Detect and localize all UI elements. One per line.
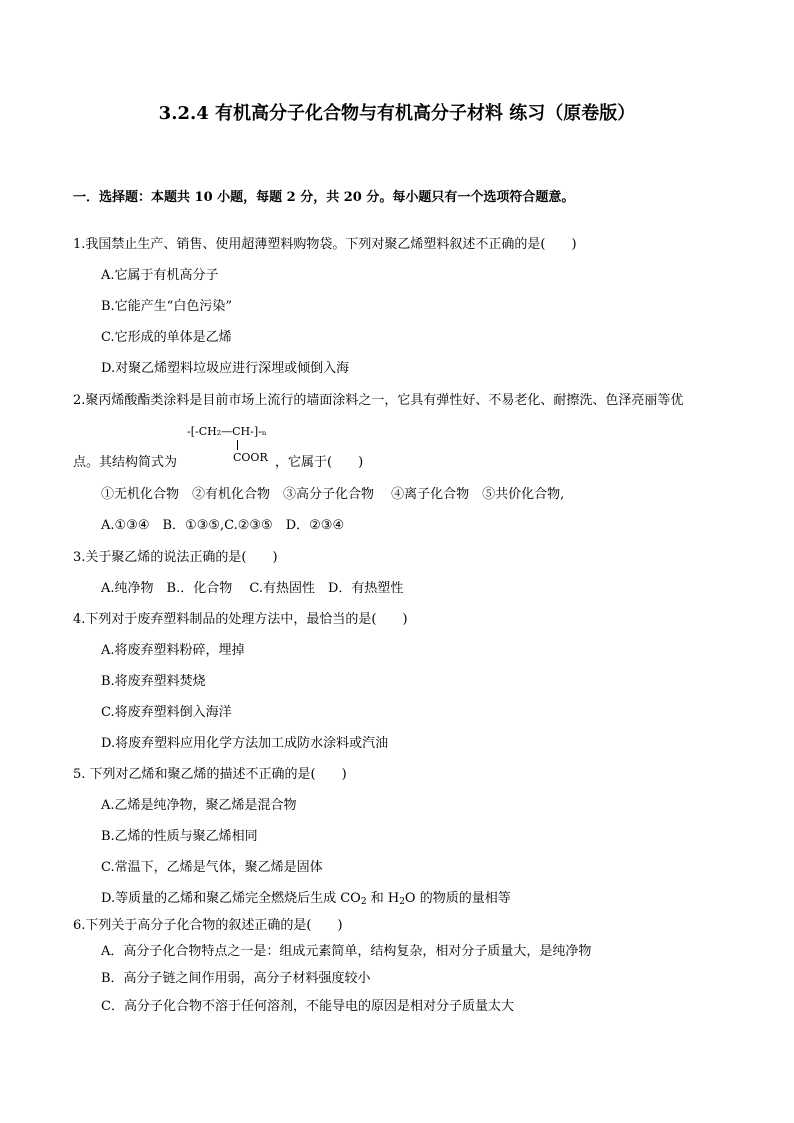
question-3-stem: 3.关于聚乙烯的说法正确的是( ) bbox=[73, 550, 278, 565]
question-4-option-a: A.将废弃塑料粉碎，埋掉 bbox=[101, 643, 245, 658]
question-6-option-b: B．高分子链之间作用弱，高分子材料强度较小 bbox=[101, 971, 371, 986]
formula-backbone: -[-CH₂—CH-]-ₙ bbox=[187, 425, 267, 438]
page-title: 3.2.4 有机高分子化合物与有机高分子材料 练习（原卷版） bbox=[158, 103, 636, 124]
question-1-option-d: D.对聚乙烯塑料垃圾应进行深埋或倾倒入海 bbox=[101, 361, 350, 376]
question-4-option-d: D.将废弃塑料应用化学方法加工成防水涂料或汽油 bbox=[101, 736, 389, 751]
question-3-options: A.纯净物 B.．化合物 C.有热固性 D．有热塑性 bbox=[101, 581, 404, 596]
question-4-option-b: B.将废弃塑料焚烧 bbox=[101, 674, 206, 689]
question-6-option-a: A．高分子化合物特点之一是：组成元素简单，结构复杂，相对分子质量大，是纯净物 bbox=[101, 944, 592, 959]
structural-formula bbox=[187, 425, 267, 467]
q5d-text-2: 和 H bbox=[366, 891, 400, 906]
question-5-option-d bbox=[101, 891, 511, 907]
section-header: 一．选择题：本题共 10 小题，每题 2 分，共 20 分。每小题只有一个选项符合题意。 bbox=[73, 190, 575, 205]
q5d-text-3: O 的物质的量相等 bbox=[404, 891, 511, 906]
question-2-stem-prefix: 点。其结构简式为 bbox=[73, 455, 178, 470]
question-2-options: A.①③④ B．①③⑤,C.②③⑤ D．②③④ bbox=[101, 518, 345, 533]
question-2-choices: ①无机化合物 ②有机化合物 ③高分子化合物 ④离子化合物 ⑤共价化合物, bbox=[101, 487, 565, 502]
question-6-option-c: C．高分子化合物不溶于任何溶剂，不能导电的原因是相对分子质量太大 bbox=[101, 999, 514, 1014]
question-1-option-a: A.它属于有机高分子 bbox=[101, 268, 219, 283]
q5d-text-1: D.等质量的乙烯和聚乙烯完全燃烧后生成 CO bbox=[101, 891, 361, 906]
q5d-sub-2: 2 bbox=[399, 897, 405, 907]
question-4-option-c: C.将废弃塑料倒入海洋 bbox=[101, 705, 232, 720]
question-1-option-b: B.它能产生“白色污染” bbox=[101, 299, 232, 314]
question-5-stem: 5. 下列对乙烯和聚乙烯的描述不正确的是( ) bbox=[73, 767, 347, 782]
question-2-stem-suffix: ，它属于( ) bbox=[275, 455, 364, 470]
formula-side-group: COOR bbox=[233, 451, 268, 464]
question-4-stem: 4.下列对于废弃塑料制品的处理方法中，最恰当的是( ) bbox=[73, 612, 408, 627]
question-1-stem: 1.我国禁止生产、销售、使用超薄塑料购物袋。下列对聚乙烯塑料叙述不正确的是( ) bbox=[73, 237, 577, 252]
question-2-stem: 2.聚丙烯酸酯类涂料是目前市场上流行的墙面涂料之一，它具有弹性好、不易老化、耐擦洗、色泽亮丽等优 bbox=[73, 393, 684, 408]
question-5-option-b: B.乙烯的性质与聚乙烯相同 bbox=[101, 829, 258, 844]
question-1-option-c: C.它形成的单体是乙烯 bbox=[101, 330, 232, 345]
question-6-stem: 6.下列关于高分子化合物的叙述正确的是( ) bbox=[73, 918, 343, 933]
question-5-option-a: A.乙烯是纯净物，聚乙烯是混合物 bbox=[101, 798, 297, 813]
question-5-option-c: C.常温下，乙烯是气体，聚乙烯是固体 bbox=[101, 860, 323, 875]
q5d-sub-1: 2 bbox=[360, 897, 367, 907]
formula-bond-line bbox=[237, 440, 238, 450]
